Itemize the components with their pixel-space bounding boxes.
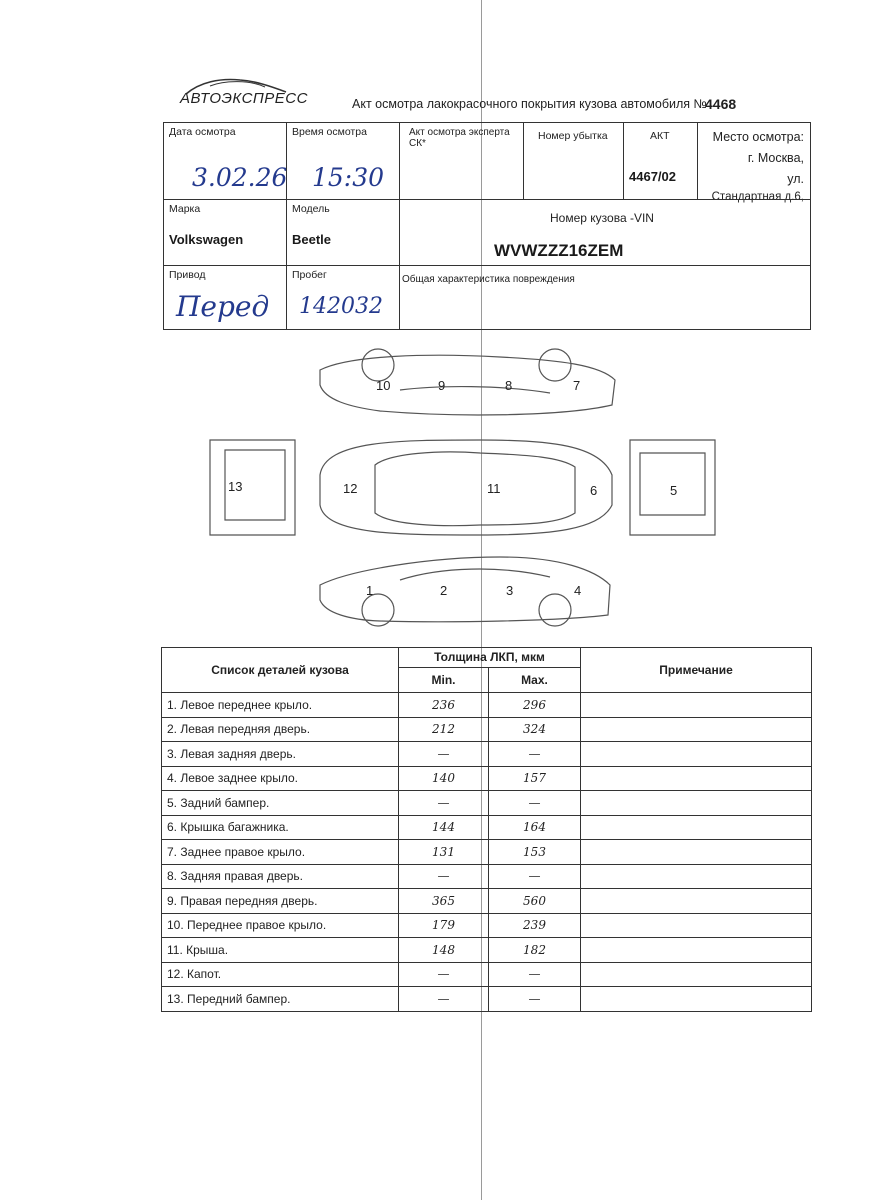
diagram-label-13: 13 xyxy=(228,479,243,494)
note-cell xyxy=(581,840,812,865)
min-value: — xyxy=(399,791,489,816)
max-value: 153 xyxy=(489,840,581,865)
car-top-outline xyxy=(320,440,612,535)
make-cell xyxy=(163,199,287,266)
place-label: Место осмотра: xyxy=(712,130,804,144)
diagram-label-5: 5 xyxy=(670,483,678,498)
col-header-note: Примечание xyxy=(581,648,812,693)
col-header-max: Max. xyxy=(489,667,581,692)
document-number: 4468 xyxy=(705,96,737,112)
min-value: 144 xyxy=(399,815,489,840)
part-name: 11. Крыша. xyxy=(162,938,399,963)
diagram-label-7: 7 xyxy=(573,378,581,393)
logo-text: АВТОЭКСПРЕСС xyxy=(180,90,308,107)
note-cell xyxy=(581,791,812,816)
expert-act-label: Акт осмотра эксперта СК* xyxy=(409,127,510,149)
make-label: Марка xyxy=(169,203,201,215)
max-value: — xyxy=(489,742,581,767)
note-cell xyxy=(581,889,812,914)
diagram-label-11: 11 xyxy=(487,481,501,496)
place-city: г. Москва, xyxy=(747,151,804,165)
min-value: 148 xyxy=(399,938,489,963)
diagram-label-2: 2 xyxy=(440,583,448,598)
diagram-label-8: 8 xyxy=(505,378,513,393)
diagram-label-9: 9 xyxy=(438,378,446,393)
max-value: — xyxy=(489,987,581,1012)
max-value: 296 xyxy=(489,693,581,718)
min-value: — xyxy=(399,987,489,1012)
part-name: 3. Левая задняя дверь. xyxy=(162,742,399,767)
damage-label: Общая характеристика повреждения xyxy=(402,274,575,285)
note-cell xyxy=(581,815,812,840)
max-value: 182 xyxy=(489,938,581,963)
diagram-label-1: 1 xyxy=(366,583,374,598)
part-name: 6. Крышка багажника. xyxy=(162,815,399,840)
document-title: Акт осмотра лакокрасочного покрытия кузова автомобиля № xyxy=(352,97,707,111)
car-body-diagram xyxy=(200,345,730,635)
note-cell xyxy=(581,766,812,791)
note-cell xyxy=(581,913,812,938)
car-left-side-outline xyxy=(320,557,610,622)
table-row xyxy=(162,791,812,816)
part-name: 4. Левое заднее крыло. xyxy=(162,766,399,791)
table-row xyxy=(162,766,812,791)
max-value: 157 xyxy=(489,766,581,791)
min-value: 131 xyxy=(399,840,489,865)
min-value: — xyxy=(399,962,489,987)
table-row xyxy=(162,717,812,742)
vin-label: Номер кузова -VIN xyxy=(550,211,654,225)
diagram-label-10: 10 xyxy=(376,378,391,393)
table-row xyxy=(162,864,812,889)
act-label: АКТ xyxy=(650,130,670,142)
mileage-cell xyxy=(286,265,400,330)
part-name: 12. Капот. xyxy=(162,962,399,987)
date-cell xyxy=(163,122,287,200)
drive-cell xyxy=(163,265,287,330)
col-header-thickness: Толщина ЛКП, мкм xyxy=(399,648,581,668)
part-name: 5. Задний бампер. xyxy=(162,791,399,816)
loss-number-cell xyxy=(523,122,624,200)
table-row xyxy=(162,815,812,840)
model-label: Модель xyxy=(292,203,330,215)
vin-cell xyxy=(399,199,811,266)
mileage-value: 142032 xyxy=(299,294,383,319)
min-value: 212 xyxy=(399,717,489,742)
act-value: 4467/02 xyxy=(629,169,676,184)
table-row xyxy=(162,889,812,914)
right-rear-wheel xyxy=(539,349,571,381)
max-value: 324 xyxy=(489,717,581,742)
mileage-label: Пробег xyxy=(292,269,327,281)
min-value: 140 xyxy=(399,766,489,791)
place-cell xyxy=(697,122,811,203)
min-value: 365 xyxy=(399,889,489,914)
loss-number-label: Номер убытка xyxy=(538,130,608,142)
col-header-parts: Список деталей кузова xyxy=(162,648,399,693)
note-cell xyxy=(581,717,812,742)
part-name: 7. Заднее правое крыло. xyxy=(162,840,399,865)
model-value: Beetle xyxy=(292,232,332,247)
time-label: Время осмотра xyxy=(292,126,367,138)
min-value: 236 xyxy=(399,693,489,718)
act-cell xyxy=(623,122,698,200)
table-row xyxy=(162,742,812,767)
right-front-wheel xyxy=(362,349,394,381)
part-name: 10. Переднее правое крыло. xyxy=(162,913,399,938)
time-value: 15:30 xyxy=(312,163,385,192)
min-value: — xyxy=(399,864,489,889)
place-block xyxy=(712,127,804,204)
place-street: ул. xyxy=(787,172,804,186)
table-row xyxy=(162,840,812,865)
min-value: 179 xyxy=(399,913,489,938)
min-value: — xyxy=(399,742,489,767)
expert-act-cell xyxy=(399,122,524,200)
date-value: 3.02.26 xyxy=(192,163,288,192)
time-cell xyxy=(286,122,400,200)
max-value: — xyxy=(489,791,581,816)
note-cell xyxy=(581,864,812,889)
part-name: 1. Левое переднее крыло. xyxy=(162,693,399,718)
max-value: — xyxy=(489,962,581,987)
note-cell xyxy=(581,987,812,1012)
note-cell xyxy=(581,693,812,718)
max-value: 560 xyxy=(489,889,581,914)
vin-value: WVWZZZ16ZEM xyxy=(494,241,624,260)
table-row xyxy=(162,693,812,718)
note-cell xyxy=(581,742,812,767)
table-row xyxy=(162,938,812,963)
part-name: 13. Передний бампер. xyxy=(162,987,399,1012)
table-row xyxy=(162,987,812,1012)
model-cell xyxy=(286,199,400,266)
note-cell xyxy=(581,962,812,987)
diagram-label-3: 3 xyxy=(506,583,514,598)
car-front-outline xyxy=(210,440,295,535)
parts-thickness-table xyxy=(161,647,812,1012)
max-value: — xyxy=(489,864,581,889)
part-name: 2. Левая передняя дверь. xyxy=(162,717,399,742)
place-address: Стандартная д.6, xyxy=(711,191,804,203)
make-value: Volkswagen xyxy=(169,232,244,247)
drive-label: Привод xyxy=(169,269,206,281)
left-rear-wheel xyxy=(539,594,571,626)
diagram-label-4: 4 xyxy=(574,583,582,598)
max-value: 164 xyxy=(489,815,581,840)
table-row xyxy=(162,913,812,938)
col-header-min: Min. xyxy=(399,667,489,692)
drive-value: Перед xyxy=(176,290,270,323)
diagram-label-6: 6 xyxy=(590,483,598,498)
diagram-label-12: 12 xyxy=(343,481,358,496)
note-cell xyxy=(581,938,812,963)
damage-cell xyxy=(399,265,811,330)
date-label: Дата осмотра xyxy=(169,126,236,138)
part-name: 9. Правая передняя дверь. xyxy=(162,889,399,914)
part-name: 8. Задняя правая дверь. xyxy=(162,864,399,889)
table-row xyxy=(162,962,812,987)
max-value: 239 xyxy=(489,913,581,938)
